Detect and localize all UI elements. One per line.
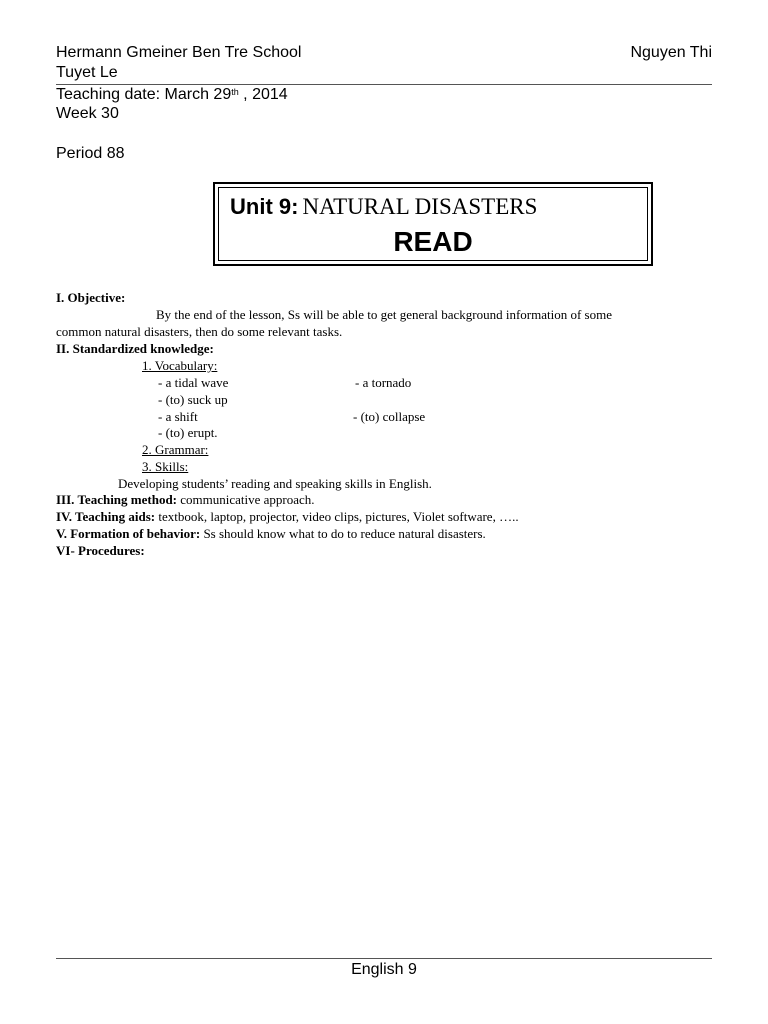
vocab-item: - (to) suck up [158,392,228,407]
unit-name: NATURAL DISASTERS [302,194,538,219]
vocab-item: - (to) collapse [353,409,426,424]
method-heading: III. Teaching method: [56,492,177,507]
skills-heading: 3. Skills: [142,459,189,474]
teaching-date [56,86,288,104]
teaching-date-year: , 2014 [238,86,288,103]
teaching-date-prefix: Teaching date: March 29 [56,86,232,103]
vocabulary-heading: 1. Vocabulary: [142,358,218,373]
aids-text: textbook, laptop, projector, video clips, pictures, Violet software, ….. [158,509,519,524]
unit-heading [230,194,537,220]
lesson-title: READ [393,226,473,257]
vocab-item: - a tornado [355,375,412,390]
unit-prefix: Unit 9: [230,194,299,219]
teacher-name-rest: Tuyet Le [56,64,118,81]
footer-text: English 9 [351,961,417,978]
title-box-inner [218,187,648,261]
vocab-item: - a tidal wave [158,375,229,390]
footer-divider [56,958,712,959]
vocab-item: - (to) erupt. [158,425,218,440]
objective-text-line1: By the end of the lesson, Ss will be able to get general background information of some [156,307,612,322]
school-name: Hermann Gmeiner Ben Tre School [56,44,302,61]
skills-text: Developing students’ reading and speaking skills in English. [118,476,432,491]
week-label: Week 30 [56,105,119,122]
teaching-date-ordinal: th [231,87,239,97]
objective-heading: I. Objective: [56,290,126,305]
objective-text-line2: common natural disasters, then do some relevant tasks. [56,324,343,339]
behavior-heading: V. Formation of behavior: [56,526,201,541]
knowledge-heading: II. Standardized knowledge: [56,341,214,356]
period-label: Period 88 [56,145,125,162]
grammar-heading: 2. Grammar: [142,442,209,457]
aids-heading: IV. Teaching aids: [56,509,156,524]
formation-of-behavior [56,525,486,542]
method-text: communicative approach. [180,492,315,507]
teaching-method [56,491,315,508]
header-divider [56,84,712,85]
title-box [213,182,653,266]
procedures-heading: VI- Procedures: [56,543,145,558]
vocab-item: - a shift [158,409,198,424]
behavior-text: Ss should know what to do to reduce natural disasters. [203,526,486,541]
teaching-aids [56,508,519,525]
teacher-name-first: Nguyen Thi [630,44,712,61]
